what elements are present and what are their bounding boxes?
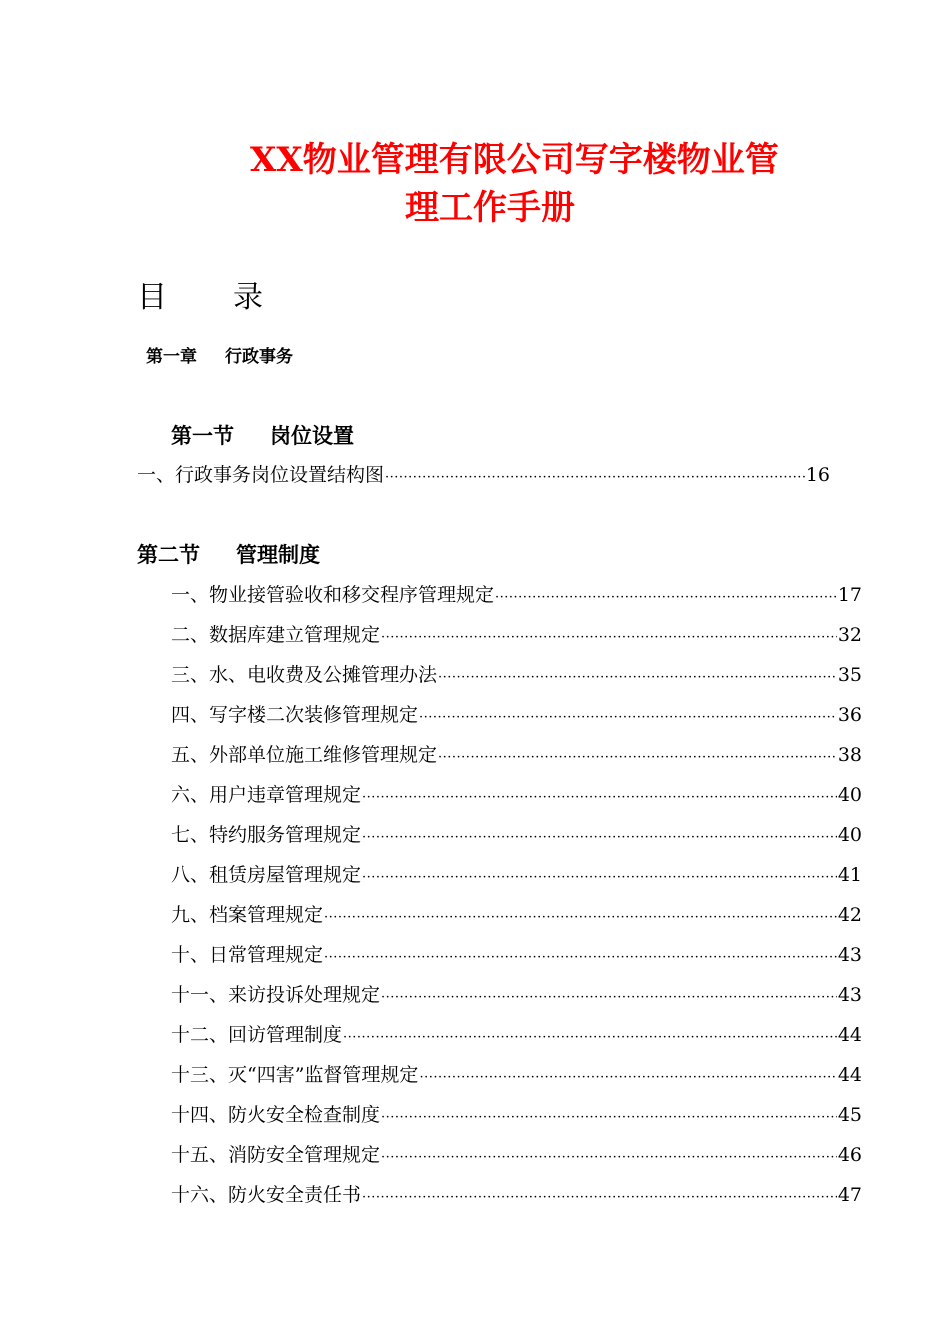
toc-entry-label: 四、写字楼二次装修管理规定	[171, 704, 419, 726]
toc-entry-label: 十六、防火安全责任书	[171, 1184, 362, 1206]
section-label: 第一节	[171, 424, 234, 448]
dot-leader	[362, 825, 837, 851]
section-heading-1	[171, 422, 354, 450]
dot-leader	[324, 945, 837, 971]
dot-leader	[438, 745, 837, 771]
toc-entry[interactable]	[171, 1102, 862, 1131]
dot-leader	[495, 585, 837, 611]
toc-entry-label: 十、日常管理规定	[171, 944, 324, 966]
toc-entry[interactable]	[171, 942, 862, 971]
toc-entry[interactable]	[171, 1142, 862, 1171]
chapter-title: 行政事务	[225, 347, 293, 367]
dot-leader	[324, 905, 837, 931]
toc-entry[interactable]	[137, 462, 830, 491]
section-title: 岗位设置	[270, 424, 354, 448]
toc-entry[interactable]	[171, 862, 862, 891]
toc-entry[interactable]	[171, 982, 862, 1011]
dot-leader	[438, 665, 837, 691]
toc-entry-page: 42	[837, 904, 862, 926]
toc-entry-label: 十三、灭“四害”监督管理规定	[171, 1064, 419, 1086]
toc-heading	[137, 278, 263, 318]
toc-entry-page: 17	[837, 584, 862, 606]
section-heading-2	[137, 541, 320, 569]
dot-leader	[385, 465, 805, 491]
toc-entry-page: 47	[837, 1184, 862, 1206]
chapter-heading	[146, 345, 293, 369]
dot-leader	[419, 1065, 836, 1091]
toc-entry-page: 46	[837, 1144, 862, 1166]
document-title-line-1: XX物业管理有限公司写字楼物业管	[250, 140, 779, 180]
toc-entry[interactable]	[171, 1022, 862, 1051]
toc-entry[interactable]	[171, 622, 862, 651]
toc-entry-page: 43	[837, 944, 862, 966]
dot-leader	[381, 1105, 837, 1131]
toc-entry-page: 40	[837, 784, 862, 806]
toc-entry-page: 16	[805, 464, 830, 486]
toc-entry-label: 一、物业接管验收和移交程序管理规定	[171, 584, 495, 606]
dot-leader	[381, 1145, 837, 1171]
toc-entry-page: 44	[837, 1024, 862, 1046]
toc-entry[interactable]	[171, 782, 862, 811]
toc-entry-label: 三、水、电收费及公摊管理办法	[171, 664, 438, 686]
toc-entry-page: 43	[837, 984, 862, 1006]
dot-leader	[381, 625, 837, 651]
toc-entry-page: 36	[837, 704, 862, 726]
toc-entry-label: 十一、来访投诉处理规定	[171, 984, 381, 1006]
section-label: 第二节	[137, 543, 200, 567]
toc-entry-page: 40	[837, 824, 862, 846]
toc-entry[interactable]	[171, 662, 862, 691]
toc-entry-label: 二、数据库建立管理规定	[171, 624, 381, 646]
toc-entry-label: 五、外部单位施工维修管理规定	[171, 744, 438, 766]
section-title: 管理制度	[236, 543, 320, 567]
toc-entry-page: 41	[837, 864, 862, 886]
chapter-label: 第一章	[146, 347, 197, 367]
toc-entry-label: 一、行政事务岗位设置结构图	[137, 464, 385, 486]
toc-entry-label: 九、档案管理规定	[171, 904, 324, 926]
toc-entry-label: 八、租赁房屋管理规定	[171, 864, 362, 886]
toc-entry-label: 十二、回访管理制度	[171, 1024, 343, 1046]
toc-entry-label: 七、特约服务管理规定	[171, 824, 362, 846]
toc-entry[interactable]	[171, 1182, 862, 1211]
toc-entry-page: 45	[837, 1104, 862, 1126]
toc-entry-label: 十五、消防安全管理规定	[171, 1144, 381, 1166]
toc-entry[interactable]	[171, 742, 862, 771]
toc-entry[interactable]	[171, 702, 862, 731]
toc-entry-page: 32	[837, 624, 862, 646]
toc-entry-page: 38	[837, 744, 862, 766]
toc-entry[interactable]	[171, 902, 862, 931]
dot-leader	[362, 1185, 837, 1211]
dot-leader	[381, 985, 837, 1011]
toc-entry-page: 35	[837, 664, 862, 686]
toc-heading-char-1: 目	[137, 280, 167, 315]
toc-entry[interactable]	[171, 1062, 862, 1091]
toc-entry-label: 十四、防火安全检查制度	[171, 1104, 381, 1126]
toc-heading-char-2: 录	[233, 280, 263, 315]
document-title-line-2: 理工作手册	[405, 188, 575, 228]
dot-leader	[419, 705, 837, 731]
toc-entry[interactable]	[171, 582, 862, 611]
toc-entry[interactable]	[171, 822, 862, 851]
dot-leader	[362, 865, 837, 891]
toc-entry-page: 44	[837, 1064, 862, 1086]
dot-leader	[362, 785, 837, 811]
dot-leader	[343, 1025, 837, 1051]
toc-entry-label: 六、用户违章管理规定	[171, 784, 362, 806]
